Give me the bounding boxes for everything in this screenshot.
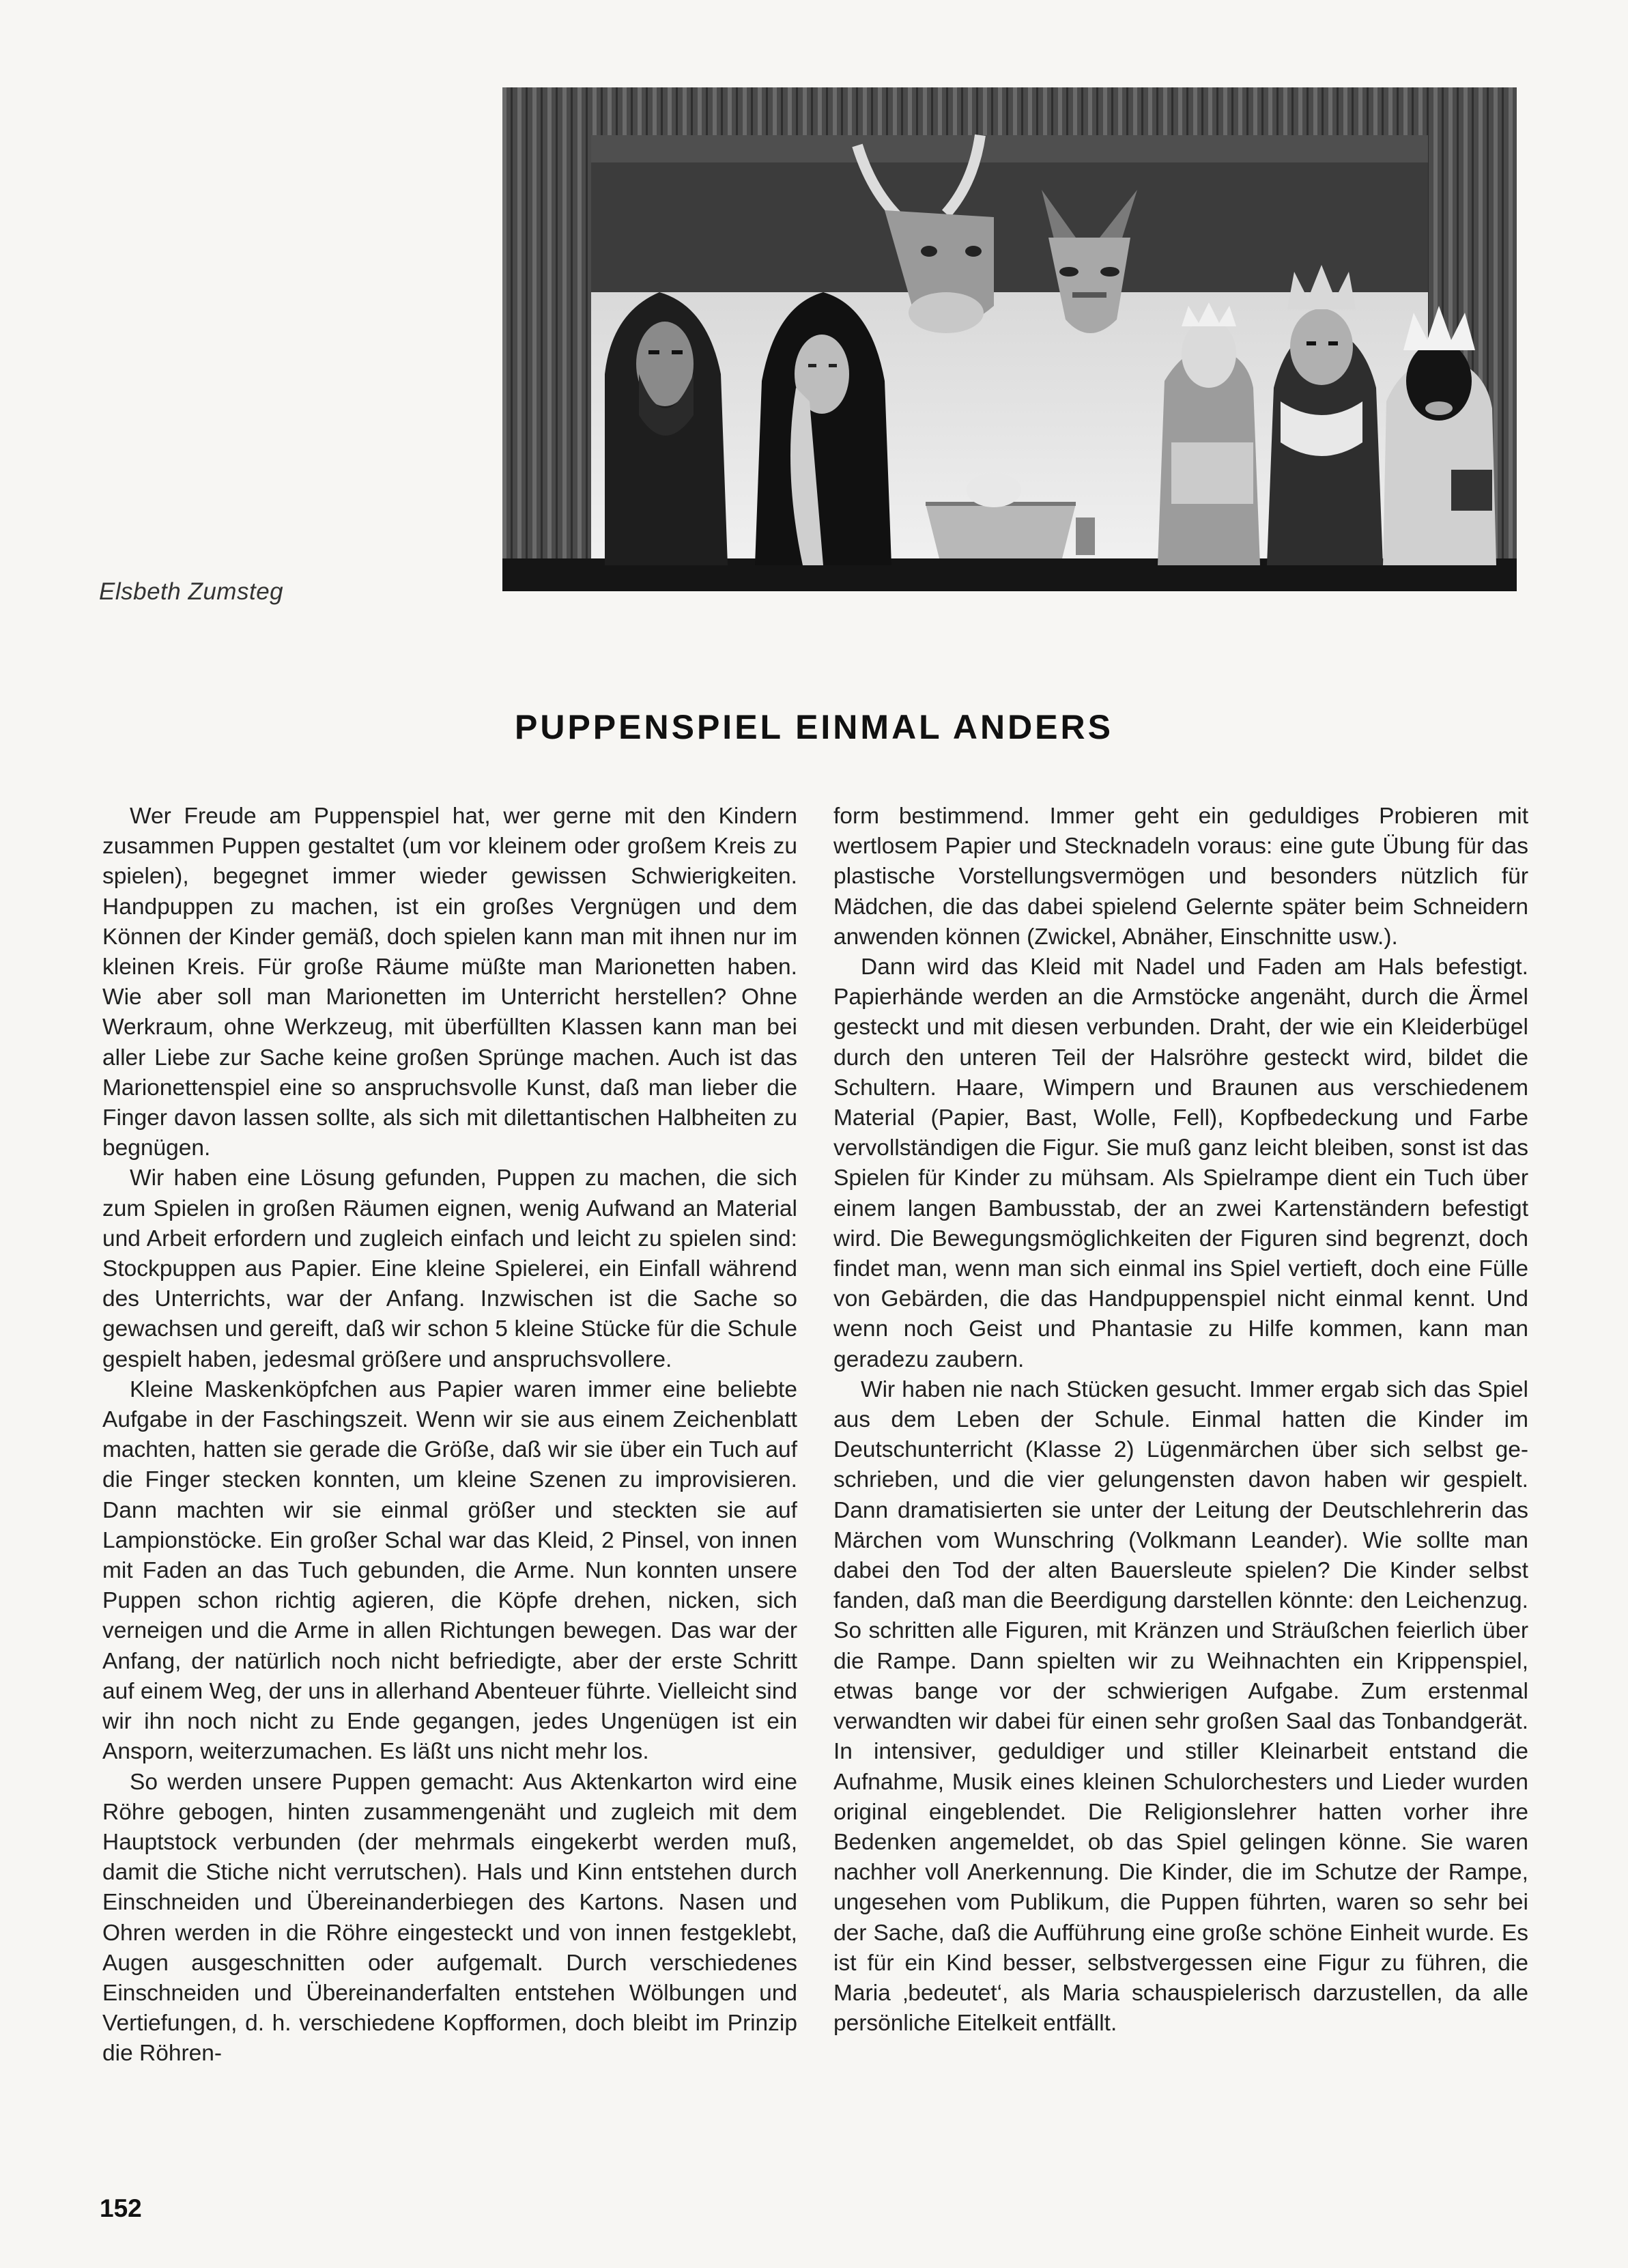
right-column [833, 802, 1528, 2167]
author-name: Elsbeth Zumsteg [99, 578, 284, 605]
paragraph: So werden unsere Puppen gemacht: Aus Aktenkarton wird eine Röhre gebogen, hinten zusammengenäht und zugleich mit dem Hauptstock verbunden (der mehrmals eingekerbt werden muß, damit die Stiche nicht verrutschen). Hals und Kinn entstehen durch Einschneiden und Übereinanderbiegen des Kartons. Nasen und Ohren werden in die Röhre eingesteckt und von innen festgeklebt, Augen ausgeschnitten oder aufgemalt. Durch verschiedenes Einschneiden und Übereinanderfalten entstehen Wölbungen und Vertiefungen, d. h. verschiedene Kopfformen, doch bleibt im Prinzip die Röhren- [102, 1769, 797, 2067]
paragraph: Dann wird das Kleid mit Nadel und Faden am Hals befestigt. Papierhände werden an die Armstöcke angenäht, durch die Ärmel gesteckt und mit diesen verbunden. Draht, der wie ein Kleiderbügel durch den unteren Teil der Halsröhre gesteckt wird, bildet die Schultern. Haare, Wimpern und Braunen aus verschiedenem Material (Papier, Bast, Wolle, Fell), Kopfbedeckung und Farbe vervollständigen die Figur. Sie muß ganz leicht bleiben, sonst ist das Spielen für Kinder zu mühsam. Als Spielrampe dient ein Tuch über einem langen Bambusstab, der an zwei Kartenständern befestigt wird. Die Bewegungsmöglichkeiten der Figuren sind begrenzt, doch findet man, wenn man sich einmal ins Spiel vertieft, doch eine Fülle von Gebärden, die das Handpuppenspiel nicht einmal kennt. Und wenn noch Geist und Phantasie zu Hilfe kommen, kann man geradezu zaubern. [833, 954, 1528, 1372]
paragraph: Wer Freude am Puppenspiel hat, wer gerne mit den Kindern zusammen Puppen gestaltet (um vor kleinem oder großem Kreis zu spielen), begegnet immer wieder gewissen Schwierigkeiten. Handpuppen zu machen, ist ein großes Vergnügen und dem Können der Kinder gemäß, doch spielen kann man mit ihnen nur im kleinen Kreis. Für große Räume müßte man Marionetten haben. Wie aber soll man Marionetten im Unterricht herstellen? Ohne Werkraum, ohne Werkzeug, mit überfüllten Klassen kann man bei aller Liebe zur Sache keine großen Sprünge machen. Auch ist das Marionettenspiel eine so anspruchsvolle Kunst, daß man lieber die Finger davon lassen sollte, als sich mit dilettantischen Halbheiten zu begnügen. [102, 804, 797, 1161]
article-title: PUPPENSPIEL EINMAL ANDERS [514, 708, 1113, 746]
paragraph: Wir haben eine Lösung gefunden, Puppen zu machen, die sich zum Spielen in großen Räumen eignen, wenig Aufwand an Material und Arbeit erfordern und zugleich einfach und leicht zu spielen sind: Stockpuppen aus Papier. Eine kleine Spielerei, ein Einfall während des Unterrichts, war der Anfang. Inzwischen ist die Sache so gewachsen und gereift, daß wir schon 5 kleine Stücke für die Schule gespielt haben, jedesmal größere und anspruchsvollere. [102, 1165, 797, 1372]
paragraph: Wir haben nie nach Stücken gesucht. Immer ergab sich das Spiel aus dem Leben der Schule. Einmal hatten die Kinder im Deutschunterricht (Klasse 2) Lügenmärchen über sich selbst geschrieben, und die vier gelungensten davon haben wir gespielt. Dann dramatisierten sie unter der Leitung der Deutschlehrerin das Märchen vom Wunschring (Volkmann Leander). Wie sollte man dabei den Tod der alten Bauersleute spielen? Die Kinder selbst fanden, daß man die Beerdigung darstellen könnte: den Leichenzug. So schritten alle Figuren, mit Kränzen und Sträußchen feierlich über die Rampe. Dann spielten wir zu Weihnachten ein Krippenspiel, etwas bange vor der schwierigen Aufgabe. Zum erstenmal verwandten wir dabei für einen sehr großen Saal das Tonbandgerät. In intensiver, geduldiger und stiller Kleinarbeit entstand die Aufnahme, Musik eines kleinen Schulorchesters und Lieder wurden original eingeblendet. Die Religionslehrer hatten vorher ihre Bedenken angemeldet, ob das Spiel gelingen könne. Sie waren nachher voll Anerkennung. Die Kinder, die im Schutze der Rampe, ungesehen vom Publikum, die Puppen führten, waren so sehr bei der Sache, daß die Aufführung eine große schöne Einheit wurde. Es ist für ein Kind besser, selbstvergessen eine Figur zu führen, die Maria ‚bedeutet‘, als Maria schauspielerisch darzustellen, da alle persönliche Eitelkeit entfällt. [833, 1376, 1528, 2037]
paragraph: form bestimmend. Immer geht ein geduldiges Probieren mit wertlosem Papier und Stecknadeln voraus: eine gute Übung für das plastische Vorstellungsvermögen und besonders nützlich für Mädchen, die das dabei spielend Gelernte später beim Schneidern anwenden können (Zwickel, Abnäher, Einschnitte usw.). [833, 804, 1528, 950]
left-column [102, 802, 797, 2167]
paragraph: Kleine Maskenköpfchen aus Papier waren immer eine beliebte Aufgabe in der Faschingszeit. Wenn wir sie aus einem Zeichenblatt machten, hatten sie gerade die Größe, daß wir sie über ein Tuch auf die Finger stecken konnten, um kleine Szenen zu improvisieren. Dann machten wir sie einmal größer und steckten sie auf Lampionstöcke. Ein großer Schal war das Kleid, 2 Pinsel, von innen mit Faden an das Tuch gebunden, die Arme. Nun konnten unsere Puppen schon richtig agieren, die Köpfe drehen, nicken, sich verneigen und die Arme in allen Richtungen bewegen. Das war der Anfang, der natürlich noch nicht befriedigte, aber der erste Schritt auf einem Weg, der uns in allerhand Abenteuer führte. Vielleicht sind wir ihn noch nicht zu Ende gegangen, jedes Ungenügen ist ein Ansporn, weiterzumachen. Es läßt uns nicht mehr los. [102, 1376, 797, 1765]
page-number: 152 [100, 2194, 142, 2222]
cup [1076, 518, 1095, 555]
puppet-stage-photo [502, 87, 1517, 591]
puppet-stage-illustration [502, 87, 1517, 591]
